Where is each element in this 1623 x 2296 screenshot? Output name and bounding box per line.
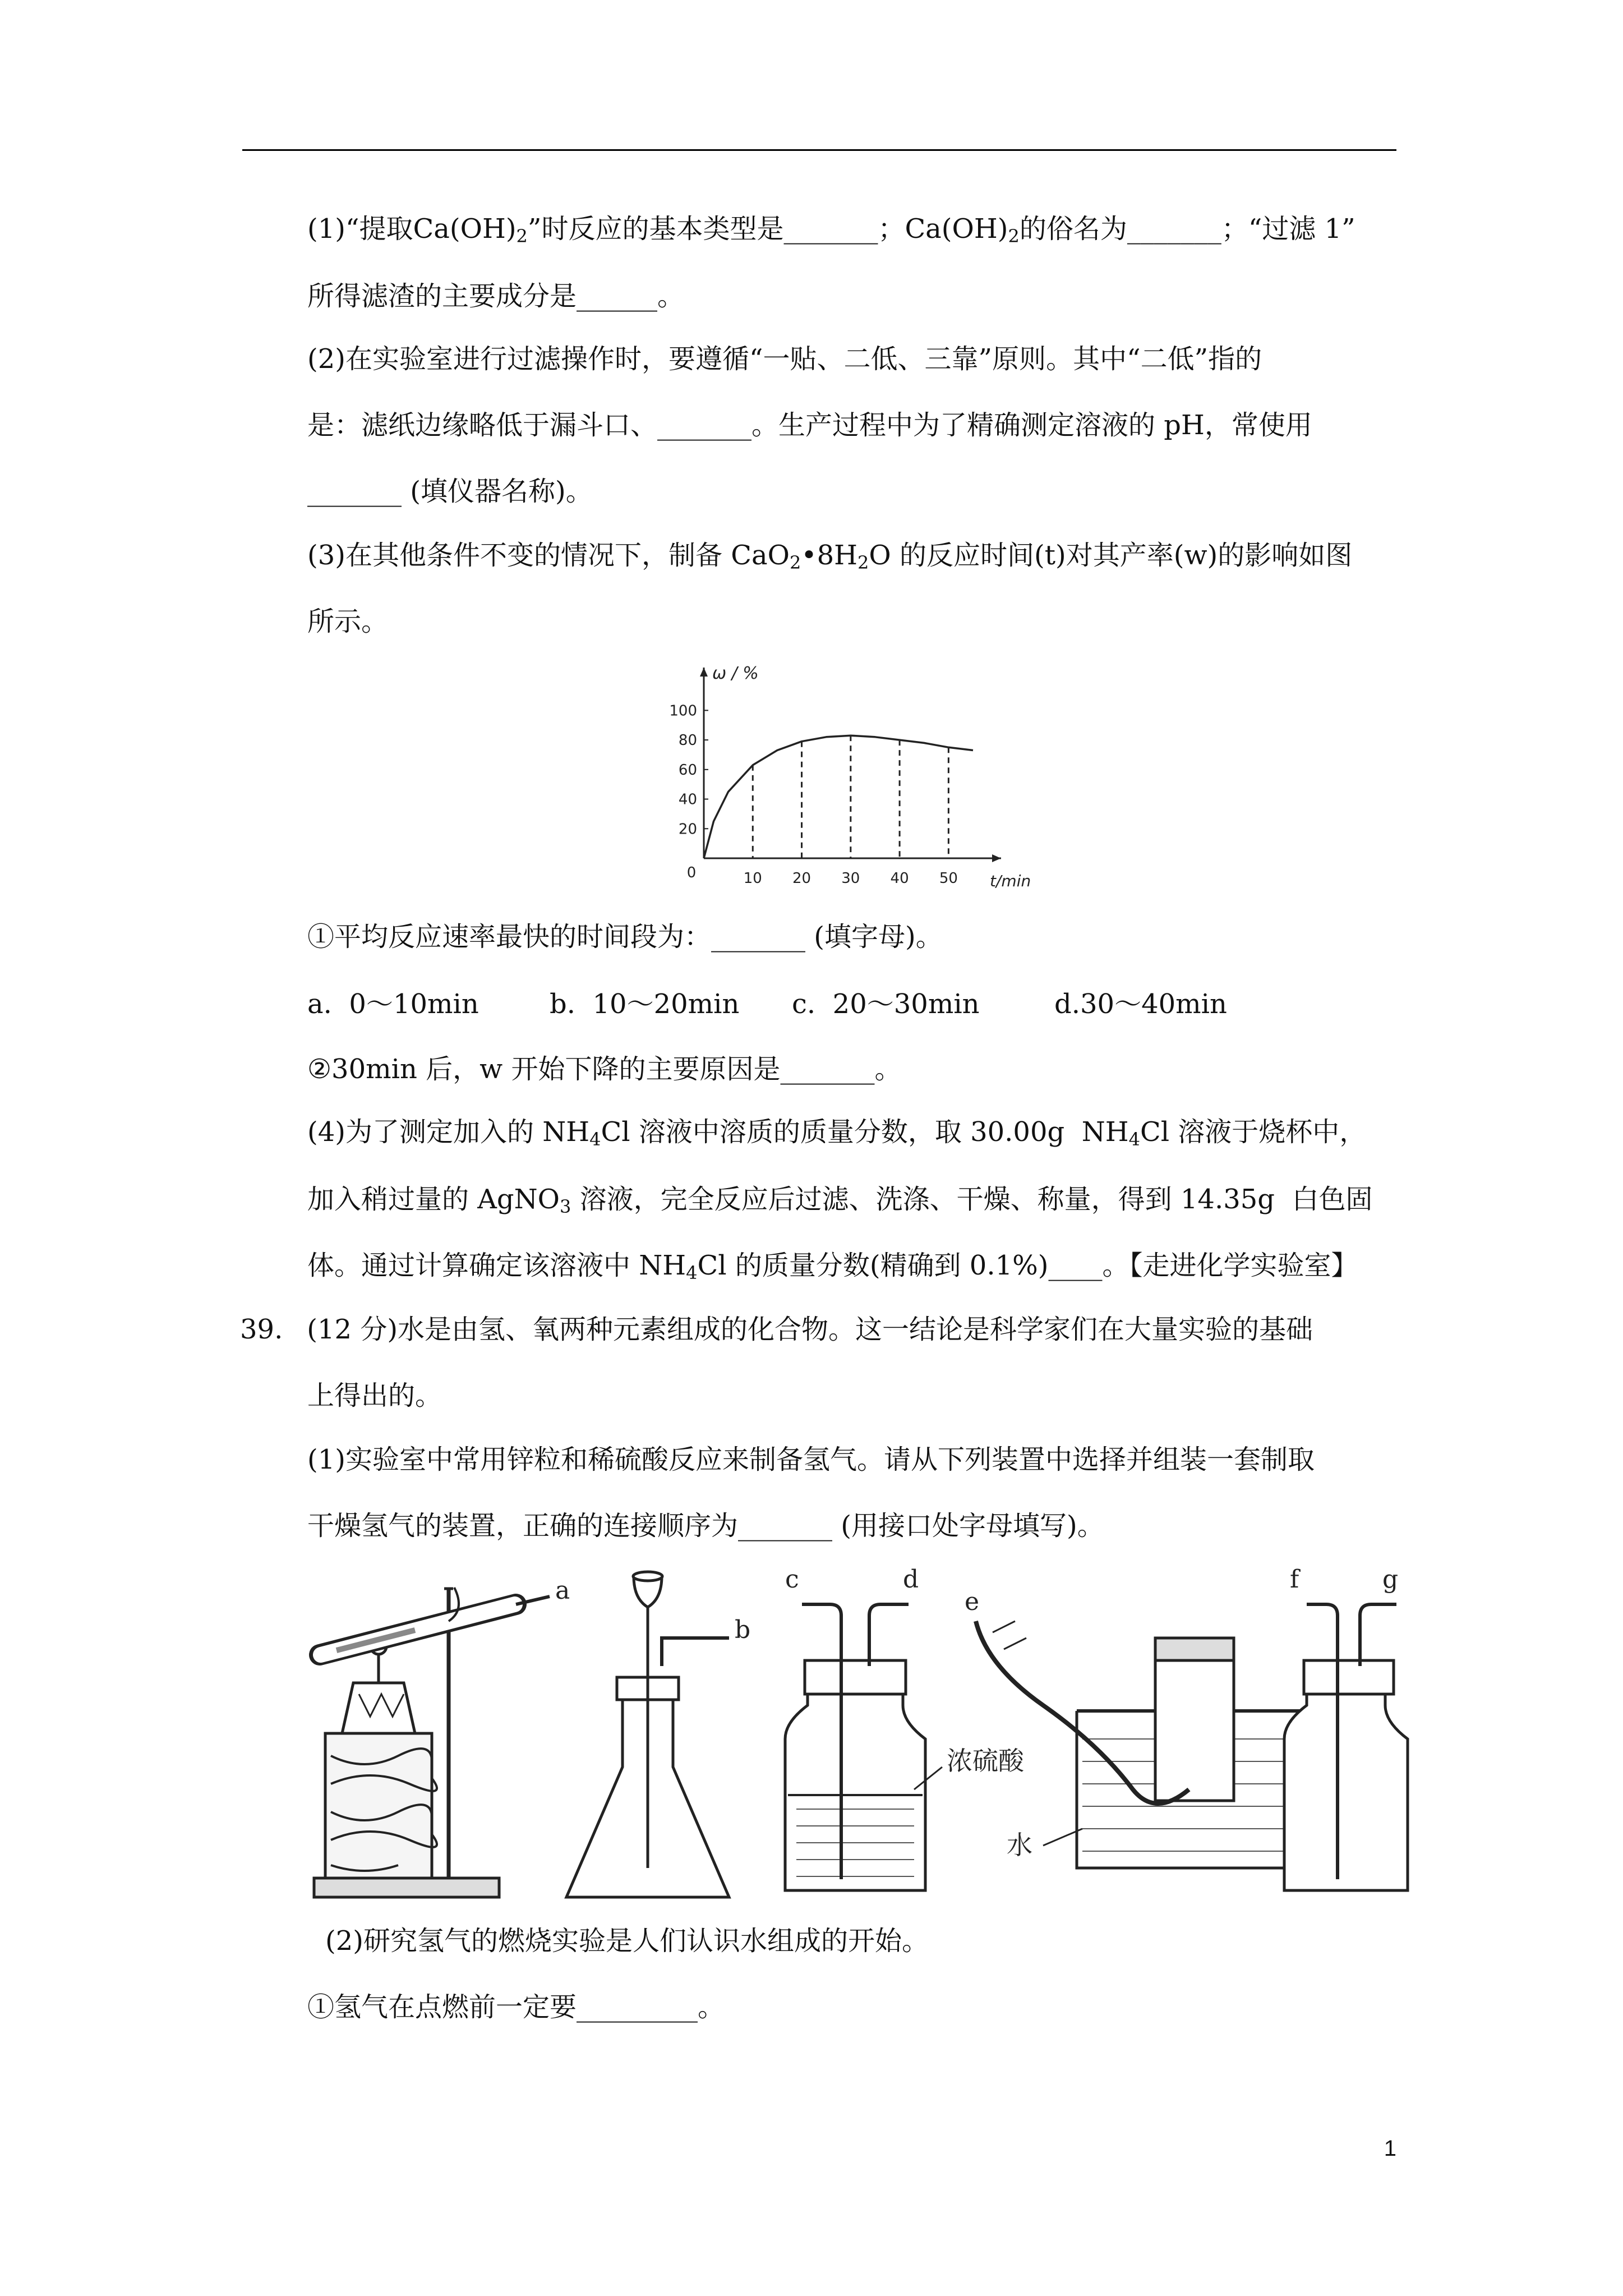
q39-line3: (1)实验室中常用锌粒和稀硫酸反应来制备氢气。请从下列装置中选择并组装一套制取 xyxy=(307,1444,1315,1475)
x-axis-arrow xyxy=(992,854,1001,862)
q38-p1-line1: (1)“提取$Ca(OH)_2$”时反应的基本类型是_______；$Ca(OH)_2$的俗名为_______；“过滤 1” xyxy=(307,213,1355,247)
y-tick-label: 100 xyxy=(669,702,697,720)
q38-sub1: ①平均反应速率最快的时间段为：_______ (填字母)。 xyxy=(307,921,943,953)
header-rule xyxy=(242,149,1396,151)
option-b: b. 10～20min xyxy=(550,988,740,1020)
q38-p3-line2: 所示。 xyxy=(307,606,389,637)
conc-acid-label: 浓硫酸 xyxy=(947,1746,1024,1776)
yield-chart-svg xyxy=(651,656,1031,898)
q39-number: 39. xyxy=(240,1314,283,1345)
option-a: a. 0～10min xyxy=(307,988,479,1020)
port-c-label: c xyxy=(785,1565,799,1594)
q38-p4-line1: (4)为了测定加入的 $NH_4Cl$ 溶液中溶质的质量分数，取 30.00g $NH_4Cl$ 溶液于烧杯中， xyxy=(307,1116,1367,1150)
y-tick-label: 80 xyxy=(678,732,697,749)
q38-p2-line1: (2)在实验室进行过滤操作时，要遵循“一贴、二低、三靠”原则。其中“二低”指的 xyxy=(307,343,1262,375)
port-g-label: g xyxy=(1382,1565,1399,1594)
x-tick-label: 20 xyxy=(792,870,811,887)
option-c: c. 20～30min xyxy=(792,988,980,1020)
y-axis-label: ω / % xyxy=(712,664,759,683)
heating-apparatus xyxy=(314,1576,570,1897)
x-tick-label: 10 xyxy=(743,870,762,887)
port-e-label: e xyxy=(965,1588,980,1616)
option-d: d.30～40min xyxy=(1054,988,1227,1020)
q38-p3-line1: (3)在其他条件不变的情况下，制备 $CaO_2•8H_2O$ 的反应时间(t)对其产率(w)的影响如图 xyxy=(307,540,1353,573)
port-d-label: d xyxy=(903,1565,919,1594)
q39-line5: (2)研究氢气的燃烧实验是人们认识水组成的开始。 xyxy=(325,1925,929,1957)
flask-apparatus xyxy=(566,1572,750,1897)
x-tick-label: 50 xyxy=(939,870,958,887)
water-trough-apparatus xyxy=(965,1588,1307,1868)
q38-p4-line2: 加入稍过量的 AgNO$_3$ 溶液，完全反应后过滤、洗涤、干燥、称量，得到 14.35g 白色固 xyxy=(307,1184,1373,1217)
x-axis-label: t/min xyxy=(990,872,1031,890)
q38-p4-line3: 体。通过计算确定该溶液中 $NH_4Cl$ 的质量分数(精确到 0.1%)____。【走进化学实验室】 xyxy=(307,1250,1358,1283)
q38-p2-line3: _______ (填仪器名称)。 xyxy=(307,476,593,507)
q39-line4: 干燥氢气的装置，正确的连接顺序为_______ (用接口处字母填写)。 xyxy=(307,1510,1104,1542)
yield-curve xyxy=(704,735,973,858)
wash-bottle-apparatus xyxy=(785,1565,1025,1890)
empty-bottle-apparatus xyxy=(1284,1565,1408,1890)
q39-line6: ①氢气在点燃前一定要_________。 xyxy=(307,1991,725,2023)
y-axis-arrow xyxy=(700,668,708,677)
y-tick-label: 40 xyxy=(678,791,697,808)
x-tick-label: 30 xyxy=(841,870,860,887)
q38-sub2: ②30min 后，w 开始下降的主要原因是_______。 xyxy=(307,1053,902,1085)
q39-line1: (12 分)水是由氢、氧两种元素组成的化合物。这一结论是科学家们在大量实验的基础 xyxy=(298,1314,1313,1345)
q39-line2: 上得出的。 xyxy=(307,1380,442,1411)
x-tick-label: 40 xyxy=(890,870,909,887)
page-number: 1 xyxy=(1384,2136,1396,2161)
water-label: 水 xyxy=(1007,1830,1032,1860)
q38-p1-line2: 所得滤渣的主要成分是______。 xyxy=(307,280,685,312)
q38-p2-line2: 是：滤纸边缘略低于漏斗口、_______。生产过程中为了精确测定溶液的 pH，常使用 xyxy=(307,409,1312,441)
port-f-label: f xyxy=(1290,1565,1299,1594)
yield-chart xyxy=(651,656,1031,898)
apparatus-figure xyxy=(303,1554,1413,1918)
port-b-label: b xyxy=(735,1616,751,1644)
port-a-label: a xyxy=(555,1576,570,1605)
origin-label: 0 xyxy=(686,864,697,881)
y-tick-label: 20 xyxy=(678,821,697,838)
y-tick-label: 60 xyxy=(678,761,697,779)
